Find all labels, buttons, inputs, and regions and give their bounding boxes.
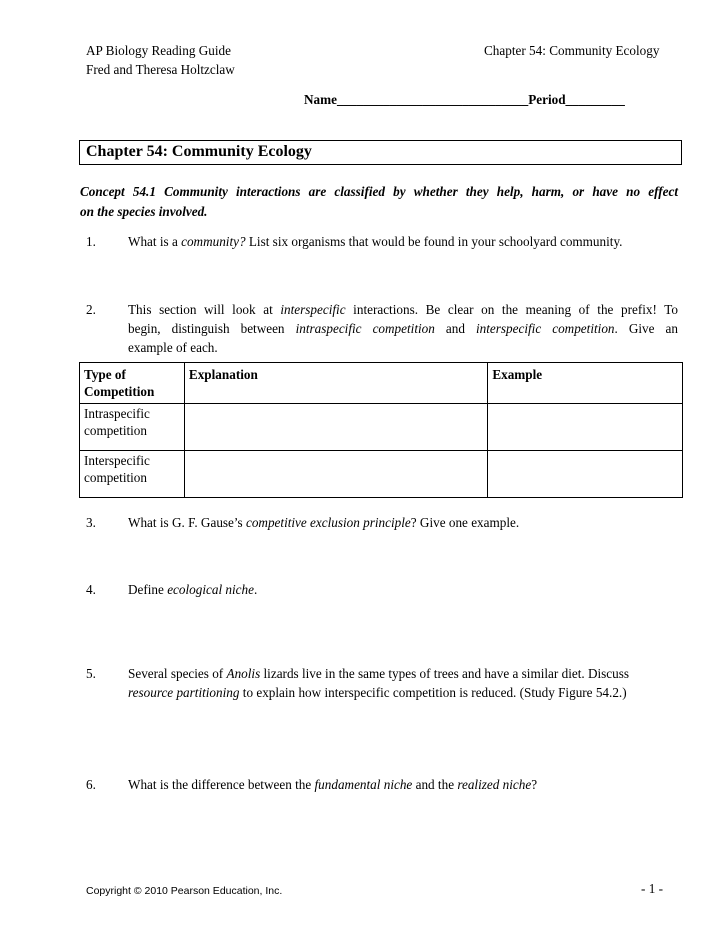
table-row — [80, 451, 683, 498]
row-intraspecific-explanation[interactable] — [184, 404, 487, 451]
q5-l1-a: Several species of — [128, 666, 227, 681]
row-intraspecific-type: Intraspecific competition — [80, 404, 185, 451]
question-5-text — [128, 664, 678, 702]
q2-line-3: example of each. — [128, 340, 218, 355]
copyright: Copyright © 2010 Pearson Education, Inc. — [86, 885, 283, 897]
q4-term: ecological niche — [167, 582, 254, 597]
q2-l2-c: . Give an — [614, 321, 679, 336]
question-1-number: 1. — [86, 234, 96, 249]
table-row — [80, 404, 683, 451]
name-period-line — [304, 92, 625, 108]
q1-text-a: What is a — [128, 234, 182, 249]
q3-text-b: ? Give one example. — [410, 515, 520, 530]
q5-l1-b: lizards live in the same types of trees and have a similar diet. Discuss — [260, 666, 629, 681]
row-interspecific-type: Interspecific competition — [80, 451, 185, 498]
q5-l2-term: resource partitioning — [128, 685, 240, 700]
question-4-number: 4. — [86, 582, 96, 597]
q5-l1-term: Anolis — [226, 666, 261, 681]
question-4-text — [128, 580, 678, 599]
question-1-text — [128, 232, 678, 251]
header-left — [86, 41, 235, 79]
table-header-row — [80, 363, 683, 404]
name-label: Name — [304, 92, 337, 107]
question-6-text — [128, 775, 678, 794]
chapter-title-box — [79, 140, 682, 165]
period-label: Period — [528, 92, 566, 107]
q6-term-2: realized niche — [457, 777, 532, 792]
q2-l2-b: and — [434, 321, 476, 336]
page-number: - 1 - — [641, 881, 663, 896]
concept-heading — [80, 182, 678, 222]
q2-l1-a: This section will look at — [128, 302, 281, 317]
q5-l2-b: to explain how interspecific competition is reduced. (Study Figure 54.2.) — [239, 685, 627, 700]
q2-l2-a: begin, distinguish between — [128, 321, 296, 336]
question-5-number: 5. — [86, 666, 96, 681]
q2-line-2 — [128, 319, 678, 338]
q1-term: community? — [181, 234, 246, 249]
q4-text-a: Define — [128, 582, 168, 597]
q3-text-a: What is G. F. Gause’s — [128, 515, 246, 530]
q4-text-b: . — [253, 582, 258, 597]
question-6-number: 6. — [86, 777, 96, 792]
q2-l1-term: interspecific — [280, 302, 346, 317]
guide-title: AP Biology Reading Guide — [86, 43, 231, 58]
q6-term-1: fundamental niche — [314, 777, 413, 792]
row-interspecific-example[interactable] — [488, 451, 683, 498]
authors: Fred and Theresa Holtzclaw — [86, 62, 235, 77]
table-header-type: Type of Competition — [80, 363, 185, 404]
q5-line-2 — [128, 683, 678, 702]
concept-line-1: Concept 54.1 Community interactions are classified by whether they help, harm, or have no effect — [80, 184, 678, 199]
table-header-explanation: Explanation — [184, 363, 487, 404]
table-header-example: Example — [488, 363, 683, 404]
q2-line-1 — [128, 300, 678, 319]
question-2-number: 2. — [86, 302, 96, 317]
header-chapter: Chapter 54: Community Ecology — [484, 43, 660, 58]
q6-text-b: and the — [412, 777, 458, 792]
row-intraspecific-example[interactable] — [488, 404, 683, 451]
name-blank: _____________________________ — [336, 92, 529, 107]
q3-term: competitive exclusion principle — [245, 515, 411, 530]
period-blank: _________ — [565, 92, 625, 107]
q2-l2-term-2: interspecific competition — [476, 321, 615, 336]
q1-text-b: List six organisms that would be found in your schoolyard community. — [245, 234, 623, 249]
q2-l1-b: interactions. Be clear on the meaning of the prefix! To — [345, 302, 678, 317]
q2-l2-term-1: intraspecific competition — [295, 321, 435, 336]
chapter-title: Chapter 54: Community Ecology — [86, 143, 312, 160]
q6-text-a: What is the difference between the — [128, 777, 315, 792]
q5-line-1 — [128, 664, 678, 683]
row-interspecific-explanation[interactable] — [184, 451, 487, 498]
concept-line-2: on the species involved. — [80, 204, 208, 219]
question-3-number: 3. — [86, 515, 96, 530]
question-3-text — [128, 513, 678, 532]
competition-table — [79, 362, 683, 498]
question-2-text — [128, 300, 678, 357]
q6-text-c: ? — [531, 777, 538, 792]
